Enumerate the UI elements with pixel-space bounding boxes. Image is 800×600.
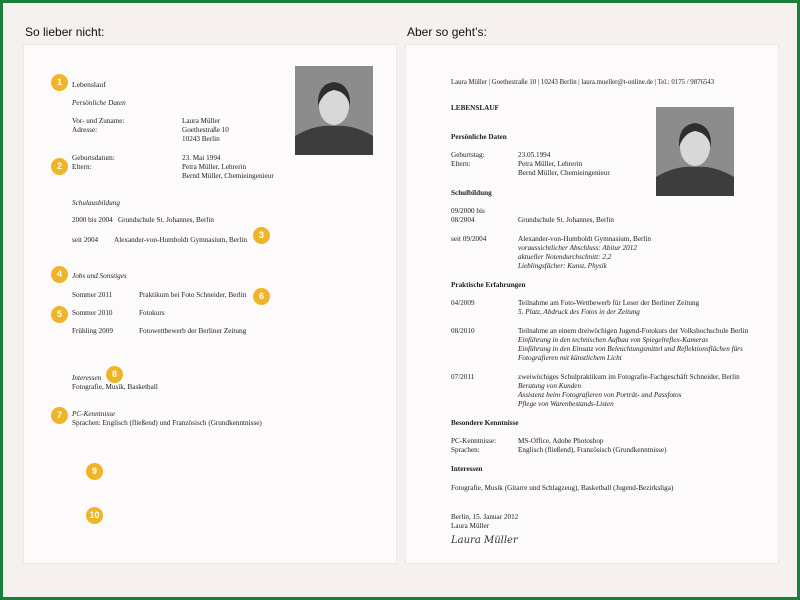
good-example-sheet <box>406 45 778 563</box>
portrait-icon <box>656 107 734 196</box>
personal-heading: Persönliche Daten <box>72 99 126 107</box>
interests-heading: Interessen <box>72 374 102 382</box>
personal-heading: Persönliche Daten <box>451 133 507 141</box>
school-date: 09/2000 bis <box>451 207 485 215</box>
skills-heading: Besondere Kenntnisse <box>451 419 519 427</box>
place-date: Berlin, 15. Januar 2012 <box>451 513 519 521</box>
language-label: Sprachen: <box>451 446 480 454</box>
experience-detail: Assistenz beim Fotografieren von Porträt- und Passfotos <box>518 391 682 399</box>
experience-detail: Fotografieren mit künstlichem Licht <box>518 354 622 362</box>
annotation-badge: 10 <box>86 507 103 524</box>
cv-title: Lebenslauf <box>72 80 106 89</box>
experience-detail: Beratung von Kunden <box>518 382 582 390</box>
language-value: Englisch (fließend), Französisch (Grundkenntnisse) <box>518 446 667 454</box>
parent-1: Petra Müller, Lehrerin <box>182 163 247 171</box>
parents-label: Eltern: <box>72 163 92 171</box>
interests-heading: Interessen <box>451 465 483 473</box>
cv-title: LEBENSLAUF <box>451 104 499 112</box>
job-date: Sommer 2010 <box>72 309 113 317</box>
jobs-heading: Jobs und Sonstiges <box>72 272 127 280</box>
experience-detail: Einführung in den technischen Aufbau von Spiegelreflex-Kameras <box>518 336 709 344</box>
handwritten-signature: Laura Müller <box>451 535 518 546</box>
annotation-badge: 3 <box>253 227 270 244</box>
parent-1: Petra Müller, Lehrerin <box>518 160 583 168</box>
annotation-badge: 8 <box>106 366 123 383</box>
experience-entry: Teilnahme an einem dreiwöchigen Jugend-Fotokurs der Volkshochschule Berlin <box>518 327 749 335</box>
job-entry: Fotowettbewerb der Berliner Zeitung <box>139 327 247 335</box>
pc-value: Sprachen: Englisch (fließend) und Französisch (Grundkenntnisse) <box>72 419 262 427</box>
left-heading: So lieber nicht: <box>25 25 105 39</box>
name-label: Vor- und Zuname: <box>72 117 125 125</box>
portrait-icon <box>295 66 373 155</box>
job-entry: Praktikum bei Foto Schneider, Berlin <box>139 291 247 299</box>
experience-detail: 5. Platz, Abdruck des Fotos in der Zeitung <box>518 308 640 316</box>
applicant-photo <box>656 107 734 196</box>
annotation-badge: 6 <box>253 288 270 305</box>
annotation-badge: 1 <box>51 74 68 91</box>
experience-date: 07/2011 <box>451 373 475 381</box>
birth-value: 23.05.1994 <box>518 151 551 159</box>
pc-value: MS-Office, Adobe Photoshop <box>518 437 604 445</box>
annotation-badge: 5 <box>51 306 68 323</box>
right-heading: Aber so geht’s: <box>407 25 487 39</box>
experience-entry: Teilnahme am Foto-Wettbewerb für Leser der Berliner Zeitung <box>518 299 700 307</box>
annotation-badge: 4 <box>51 266 68 283</box>
name-value: Laura Müller <box>182 117 221 125</box>
annotation-badge: 7 <box>51 407 68 424</box>
school-entry: Grundschule St. Johannes, Berlin <box>518 216 615 224</box>
experience-detail: Einführung in den Einsatz von Beleuchtungsmittel und Reflektionsflächen fürs <box>518 345 743 353</box>
school-date: seit 2004 <box>72 236 99 244</box>
school-detail: voraussichtlicher Abschluss: Abitur 2012 <box>518 244 637 252</box>
pc-heading: PC-Kenntnisse <box>72 410 116 418</box>
school-heading: Schulausbildung <box>72 199 120 207</box>
birth-label: Geburtsdatum: <box>72 154 115 162</box>
school-date: 2000 bis 2004 <box>72 216 113 224</box>
school-detail: aktueller Notendurchschnitt: 2,2 <box>518 253 612 261</box>
birth-label: Geburtstag: <box>451 151 485 159</box>
signer-name: Laura Müller <box>451 522 490 530</box>
pc-label: PC-Kenntnisse: <box>451 437 497 445</box>
bad-example-sheet <box>24 45 396 563</box>
interests-value: Fotografie, Musik (Gitarre und Schlagzeug), Basketball (Jugend-Bezirksliga) <box>451 484 674 492</box>
address-label: Adresse: <box>72 126 98 134</box>
experience-heading: Praktische Erfahrungen <box>451 281 526 289</box>
parent-2: Bernd Müller, Chemieingenieur <box>518 169 610 177</box>
experience-detail: Pflege von Warenbestands-Listen <box>518 400 614 408</box>
experience-entry: zweiwöchiges Schulpraktikum im Fotografie-Fachgeschäft Schneider, Berlin <box>518 373 740 381</box>
page-background <box>3 3 797 597</box>
school-entry: Alexander-von-Humboldt Gymnasium, Berlin <box>518 235 652 243</box>
school-detail: Lieblingsfächer: Kunst, Physik <box>518 262 607 270</box>
job-entry: Fotokurs <box>139 309 165 317</box>
school-entry: Alexander-von-Humboldt Gymnasium, Berlin <box>114 236 248 244</box>
job-date: Frühling 2009 <box>72 327 113 335</box>
parent-2: Bernd Müller, Chemieingenieur <box>182 172 274 180</box>
annotation-badge: 9 <box>86 463 103 480</box>
job-date: Sommer 2011 <box>72 291 113 299</box>
birth-value: 23. Mai 1994 <box>182 154 221 162</box>
parents-label: Eltern: <box>451 160 471 168</box>
school-date: seit 09/2004 <box>451 235 487 243</box>
school-date: 08/2004 <box>451 216 475 224</box>
school-entry: Grundschule St. Johannes, Berlin <box>118 216 215 224</box>
annotation-badge: 2 <box>51 158 68 175</box>
experience-date: 04/2009 <box>451 299 475 307</box>
contact-header: Laura Müller | Goethestraße 10 | 10243 Berlin | laura.mueller@t-online.de | Tel.: 0175 / 9876543 <box>451 79 715 86</box>
school-heading: Schulbildung <box>451 189 492 197</box>
interests-value: Fotografie, Musik, Basketball <box>72 383 158 391</box>
address-line1: Goethestraße 10 <box>182 126 229 134</box>
applicant-photo <box>295 66 373 155</box>
address-line2: 10243 Berlin <box>182 135 220 143</box>
experience-date: 08/2010 <box>451 327 475 335</box>
